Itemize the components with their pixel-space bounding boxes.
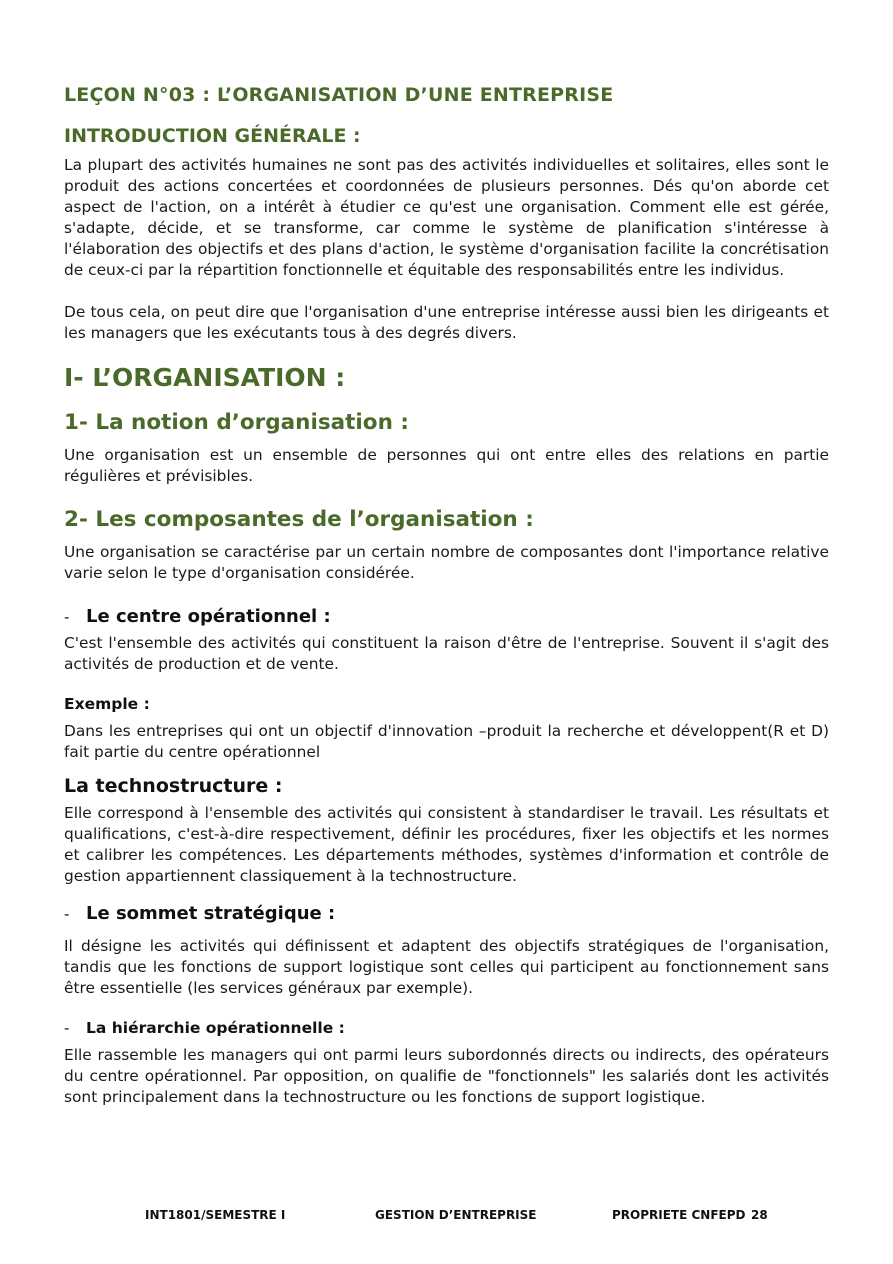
hierarchie-title: La hiérarchie opérationnelle :: [86, 1019, 345, 1037]
intro-title: INTRODUCTION GÉNÉRALE :: [64, 125, 361, 147]
spacer: [64, 281, 829, 302]
sommet-heading: [64, 903, 829, 924]
hierarchie-paragraph: Elle rassemble les managers qui ont parmi leurs subordonnés directs ou indirects, des opérateurs du centre opérationnel. Par opposition, on qualifie de "fonctionnels" les salariés dont les activités sont principalement dans la technostructure ou les fonctions de support logistique.: [64, 1046, 829, 1106]
intro-paragraph-1: La plupart des activités humaines ne sont pas des activités individuelles et solitaires, elles sont le produit des actions concertées et coordonnées de plusieurs personnes. Dés qu'on aborde cet aspect de l'action, on a intérêt à étudier ce qu'est une organisation. Comment elle est gérée, s'adapte, décide, et se transforme, car comme le système de planification s'intéresse à l'élaboration des objectifs et des plans d'action, le système d'organisation facilite la concrétisation de ceux-ci par la répartition fonctionnelle et équitable des responsabilités entre les individus.: [64, 156, 829, 279]
bullet-dash: -: [64, 905, 70, 923]
subsection-title-notion: 1- La notion d’organisation :: [64, 410, 409, 435]
section-title: I- L’ORGANISATION :: [64, 363, 346, 392]
centre-paragraph: C'est l'ensemble des activités qui constituent la raison d'être de l'entreprise. Souvent il s'agit des activités de production et de vente.: [64, 634, 829, 673]
sommet-title: Le sommet stratégique :: [86, 903, 336, 924]
centre-title: Le centre opérationnel :: [86, 606, 331, 627]
centre-heading: [64, 606, 829, 627]
notion-paragraph: Une organisation est un ensemble de personnes qui ont entre elles des relations en partie régulières et prévisibles.: [64, 446, 829, 485]
lesson-title: LEÇON N°03 : L’ORGANISATION D’UNE ENTREPRISE: [64, 84, 614, 106]
bullet-dash: -: [64, 608, 70, 626]
example-paragraph: Dans les entreprises qui ont un objectif d'innovation –produit la recherche et développent(R et D) fait partie du centre opérationnel: [64, 722, 829, 761]
sommet-paragraph: Il désigne les activités qui définissent et adaptent des objectifs stratégiques de l'organisation, tandis que les fonctions de support logistique sont celles qui participent au fonctionnement sans être essentielle (les services généraux par exemple).: [64, 937, 829, 997]
techno-title: La technostructure :: [64, 775, 283, 797]
intro-paragraph-2: De tous cela, on peut dire que l'organisation d'une entreprise intéresse aussi bien les dirigeants et les managers que les exécutants tous à des degrés divers.: [64, 303, 829, 342]
page-content: [64, 84, 829, 1108]
techno-paragraph: Elle correspond à l'ensemble des activités qui consistent à standardiser le travail. Les résultats et qualifications, c'est-à-dire respectivement, définir les procédures, fixer les objectifs et les normes et calibrer les compétences. Les départements méthodes, systèmes d'information et contrôle de gestion appartiennent classiquement à la technostructure.: [64, 804, 829, 885]
subsection-title-composantes: 2- Les composantes de l’organisation :: [64, 507, 534, 532]
footer-subject: GESTION D’ENTREPRISE: [375, 1208, 537, 1222]
footer-page-number: 28: [751, 1208, 768, 1222]
page-footer: [0, 1208, 893, 1224]
composantes-paragraph: Une organisation se caractérise par un certain nombre de composantes dont l'importance relative varie selon le type d'organisation considérée.: [64, 543, 829, 582]
footer-course-code: INT1801/SEMESTRE I: [145, 1208, 286, 1222]
bullet-dash: -: [64, 1019, 70, 1037]
hierarchie-heading: [64, 1019, 829, 1037]
footer-owner: PROPRIETE CNFEPD: [612, 1208, 746, 1222]
example-label: Exemple :: [64, 695, 150, 713]
